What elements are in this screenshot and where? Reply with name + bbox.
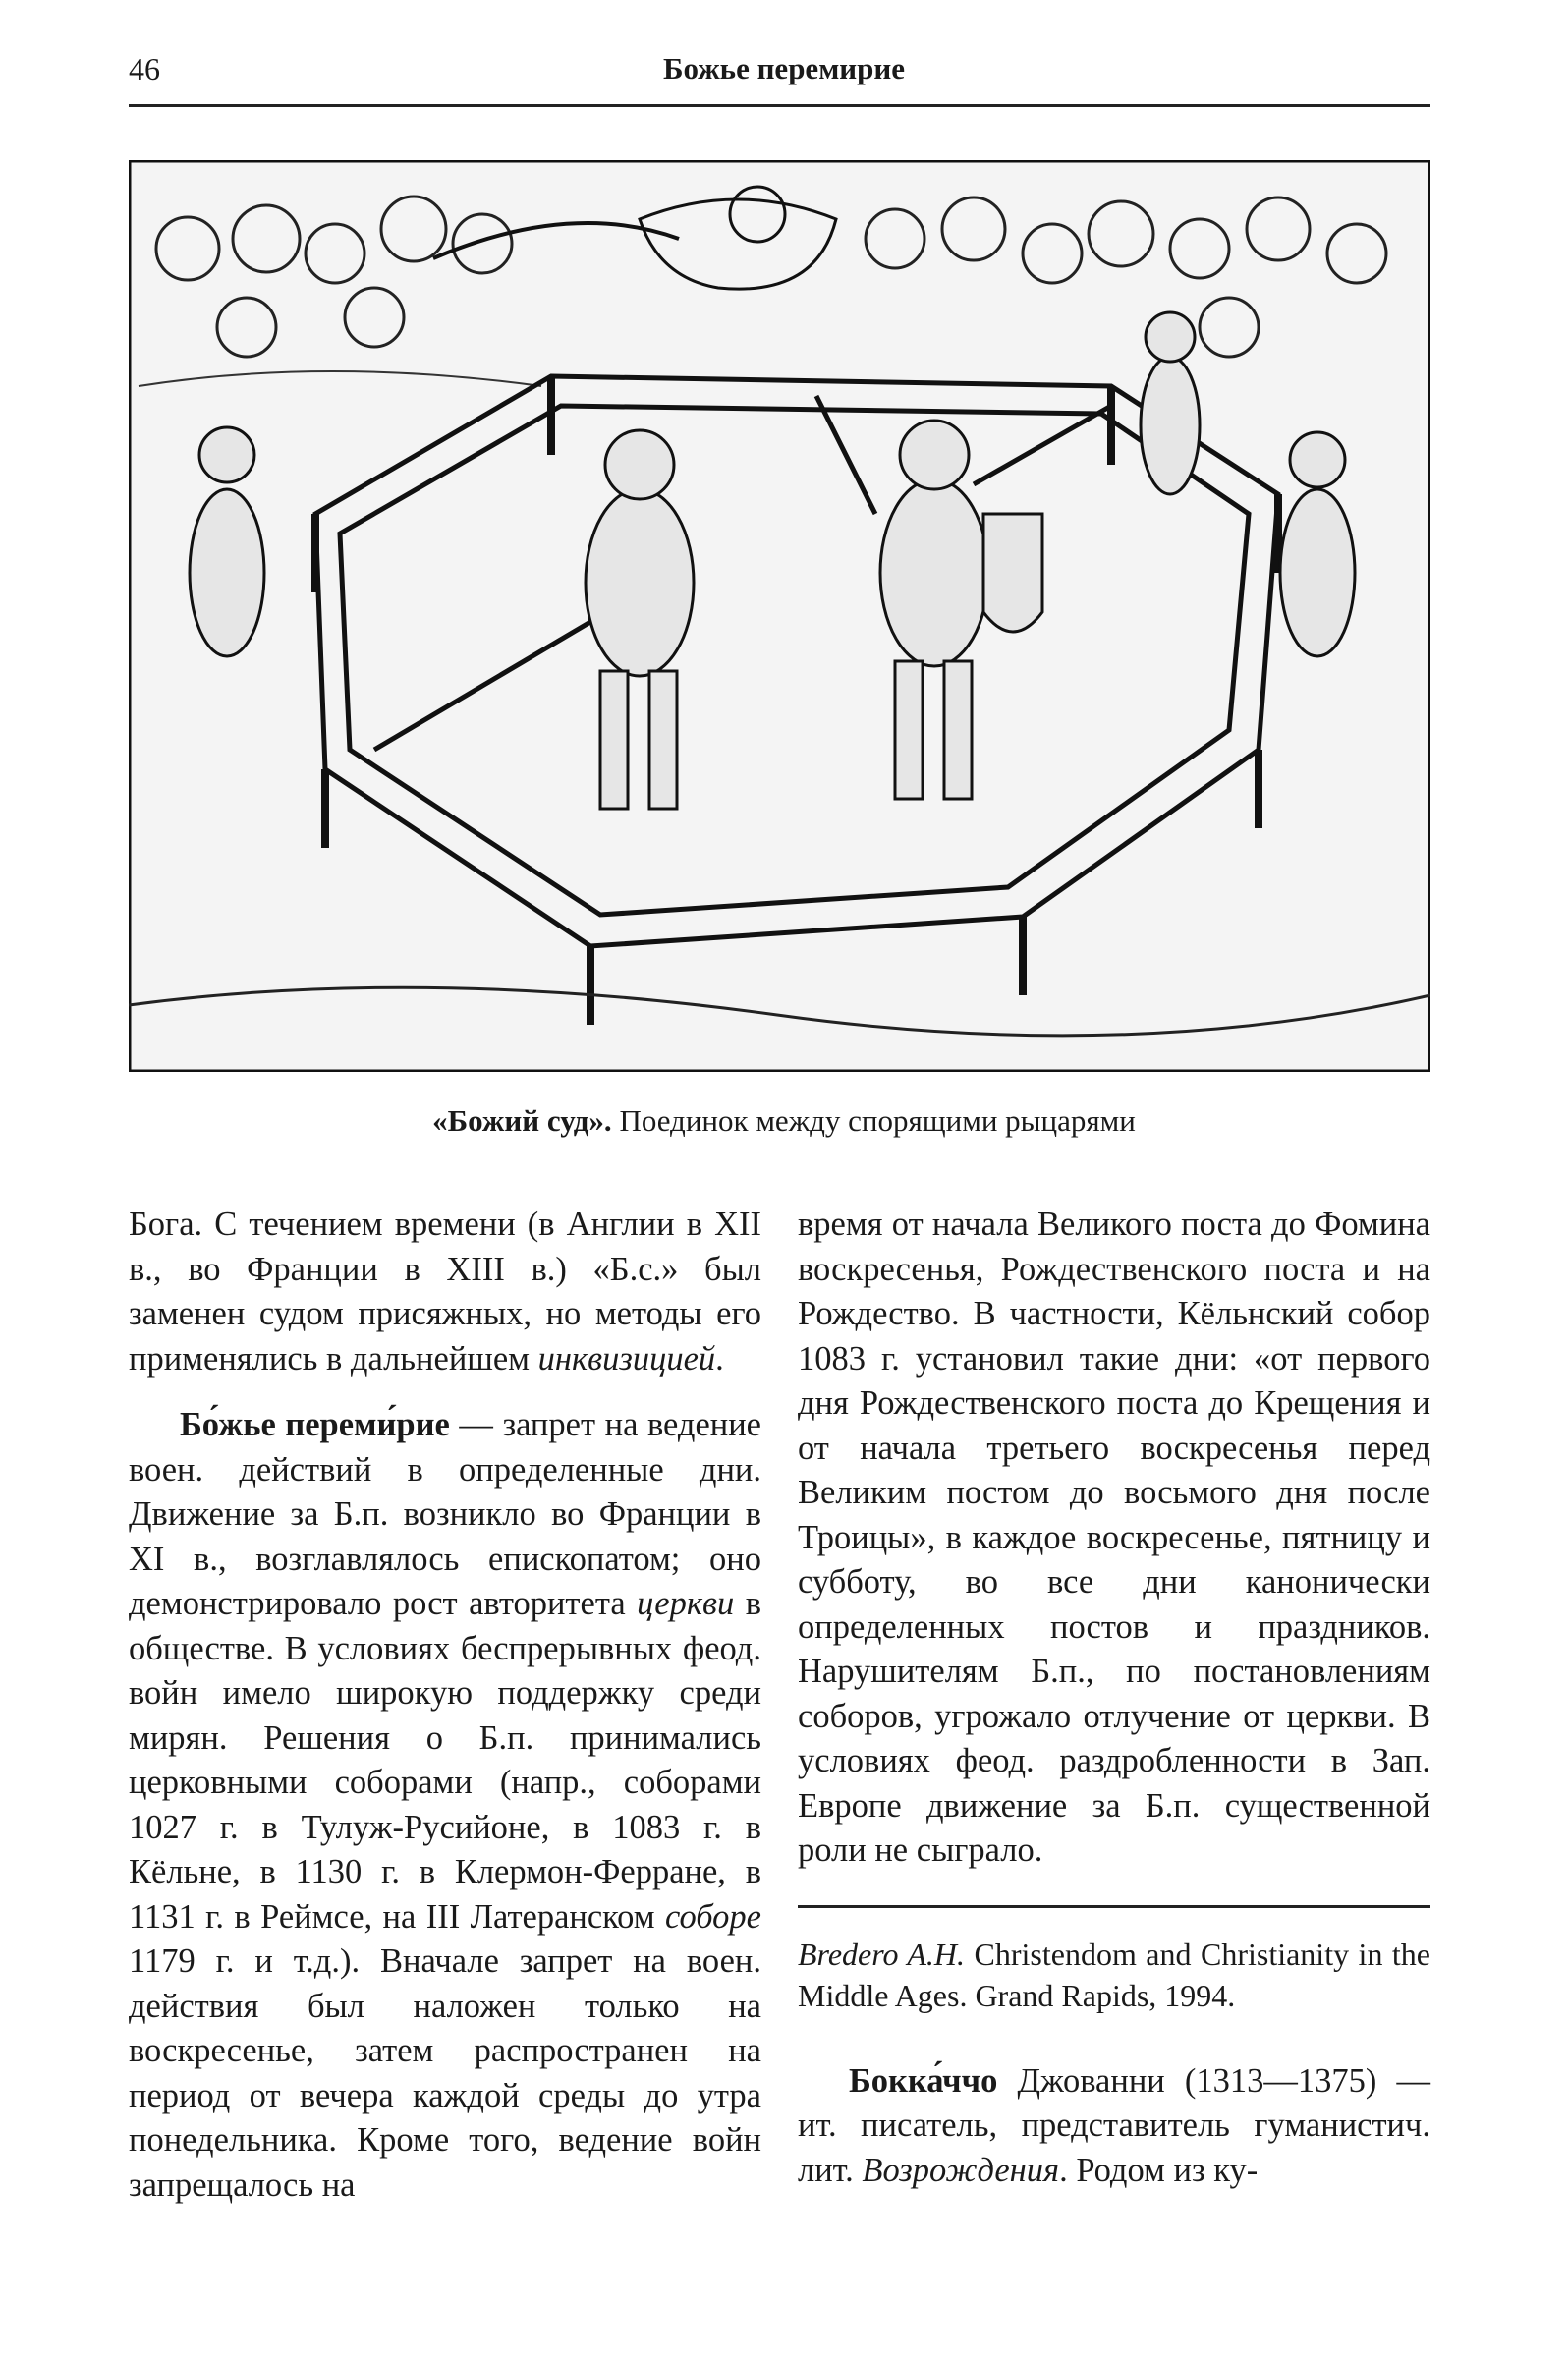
continued-paragraph [129,1203,761,1381]
cross-reference-link[interactable]: Возрождения [862,2151,1060,2189]
continued-end: . [715,1339,724,1378]
page-number: 46 [129,51,160,86]
cross-reference-link[interactable]: инквизицией [537,1339,716,1378]
entry-text: 1179 г. и т.д.). Вначале запрет на воен. действия был наложен только на воскресенье, затем распространен на период от вечера каждой среды до утра понедельника. Кроме того, ведение войн запрещалось на [129,1942,761,2204]
left-column [129,1203,761,2208]
caption-text: Поединок между спорящими рыцарями [611,1103,1136,1138]
continued-text: Бога. С течением времени (в Англии в XII в., во Франции в XIII в.) «Б.с.» был заменен судом присяжных, но методы его применялись в дальнейшем [129,1206,761,1378]
cross-reference-link[interactable]: церкви [637,1585,735,1622]
illustration-caption [0,1103,1568,1139]
continued-paragraph: время от начала Великого поста до Фомина воскресенья, Рождественского поста и на Рождество. В частности, Кёльнский собор 1083 г. установил такие дни: «от первого дня Рождественского поста до Крещения и от начала третьего воскресенья перед Великим постом до восьмого дня после Троицы», в каждое воскресенье, пятницу и субботу, во все дни канонически определенных постов и праздников. Нарушителям Б.п., по постановлениям соборов, угрожало отлучение от церкви. В условиях феод. раздробленности в Зап. Европе движение за Б.п. существенной роли не сыграло. [798,1206,1430,1869]
bibliography [798,1934,1430,2016]
caption-bold: «Божий суд». [432,1103,612,1138]
entry-boccaccio [798,2059,1430,2194]
woodcut-knights-duel-icon [129,160,1430,1072]
entry-text: . Родом из ку- [1059,2151,1259,2189]
entry-headword: Бокка́ччо [849,2061,998,2100]
illustration [129,160,1430,1072]
bibliography-author: Bredero A.H. [798,1936,966,1972]
entry-text: Джованни (1313—1375) — ит. писатель, представитель гуманистич. лит. [798,2061,1430,2189]
right-column [798,1203,1430,2193]
running-title: Божье перемирие [662,51,906,85]
entry-bozhye-peremirie [129,1403,761,2208]
cross-reference-link[interactable]: соборе [665,1897,761,1936]
entry-text: в обществе. В условиях беспрерывных феод. войн имело широкую поддержку среди мирян. Решения о Б.п. принимались церковными соборами (напр., соборами 1027 г. в Тулуж-Русийоне, в 1083 г. в Кёльне, в 1130 г. в Клермон-Ферране, в 1131 г. в Реймсе, на III Латеранском [129,1585,761,1936]
bibliography-text: Christendom and Christianity in the Middle Ages. Grand Rapids, 1994. [798,1936,1430,2013]
entry-text: — запрет на ведение воен. действий в определенные дни. Движение за Б.п. возникло во Франции в XI в., возглавлялось епископатом; оно демонстрировало рост авторитета [129,1406,761,1622]
header-rule [129,104,1430,107]
bibliography-rule [798,1905,1430,1908]
entry-headword: Бо́жье переми́рие [180,1406,450,1443]
